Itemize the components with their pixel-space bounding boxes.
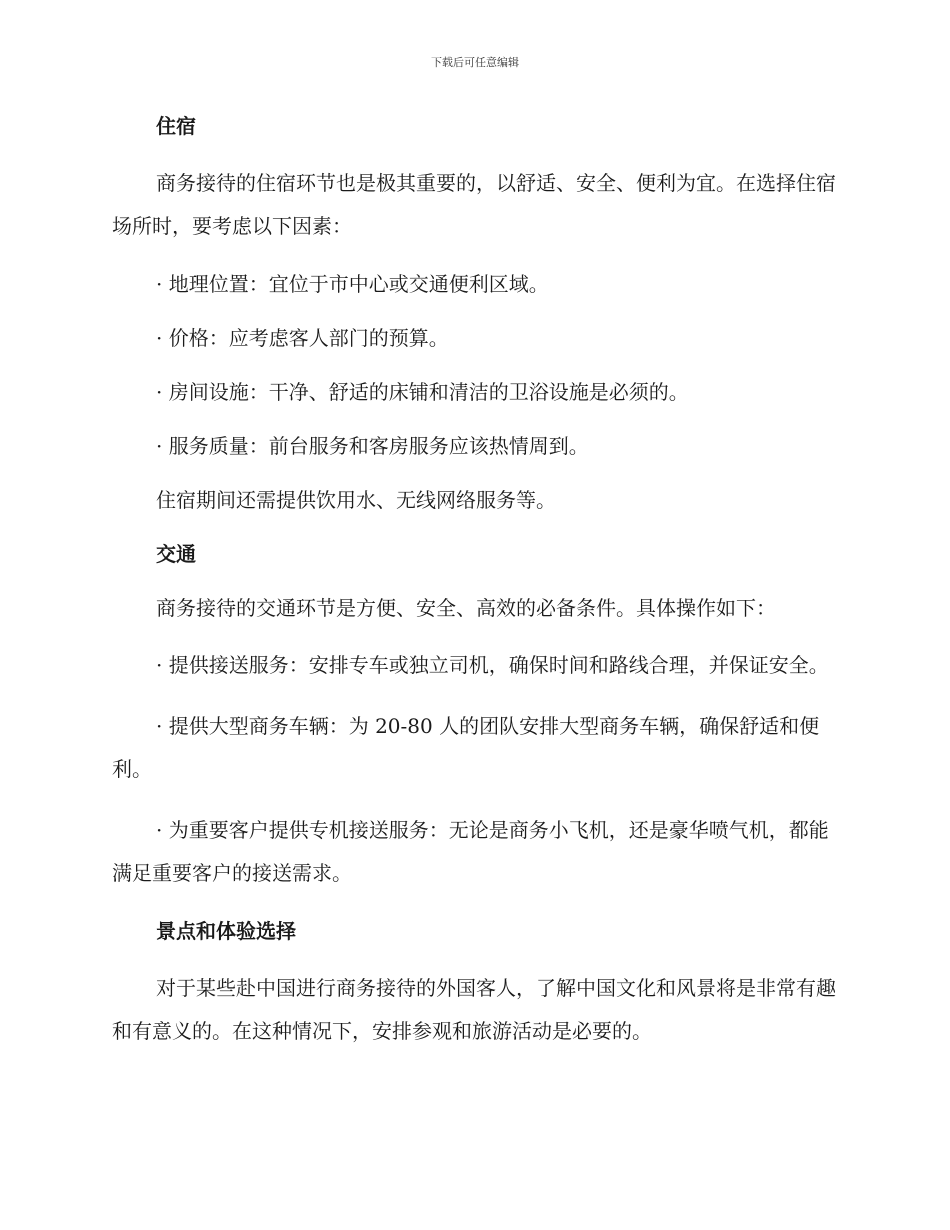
list-item: · 服务质量：前台服务和客房服务应该热情周到。	[156, 434, 589, 458]
list-item: · 为重要客户提供专机接送服务：无论是商务小飞机，还是豪华喷气机，都能满足重要客户的接送需求。	[112, 818, 829, 885]
paragraph: 住宿期间还需提供饮用水、无线网络服务等。	[156, 488, 556, 512]
paragraph: 商务接待的交通环节是方便、安全、高效的必备条件。具体操作如下：	[156, 596, 776, 620]
document-body	[112, 108, 838, 1071]
list-item: · 房间设施：干净、舒适的床铺和清洁的卫浴设施是必须的。	[156, 380, 689, 404]
paragraph: 商务接待的住宿环节也是极其重要的，以舒适、安全、便利为宜。在选择住宿场所时，要考虑以下因素：	[112, 171, 836, 238]
page-header: 下载后可任意编辑	[431, 56, 519, 69]
list-item: · 地理位置：宜位于市中心或交通便利区域。	[156, 272, 549, 296]
list-item: · 提供大型商务车辆：为 20-80 人的团队安排大型商务车辆，确保舒适和便利。	[112, 714, 820, 781]
list-item: · 提供接送服务：安排专车或独立司机，确保时间和路线合理，并保证安全。	[156, 653, 829, 677]
list-item: · 价格：应考虑客人部门的预算。	[156, 326, 449, 350]
paragraph: 对于某些赴中国进行商务接待的外国客人，了解中国文化和风景将是非常有趣和有意义的。在这种情况下，安排参观和旅游活动是必要的。	[112, 976, 836, 1043]
section-heading-attractions: 景点和体验选择	[156, 919, 296, 943]
section-heading-accommodation: 住宿	[156, 114, 196, 138]
section-heading-transport: 交通	[156, 542, 196, 566]
